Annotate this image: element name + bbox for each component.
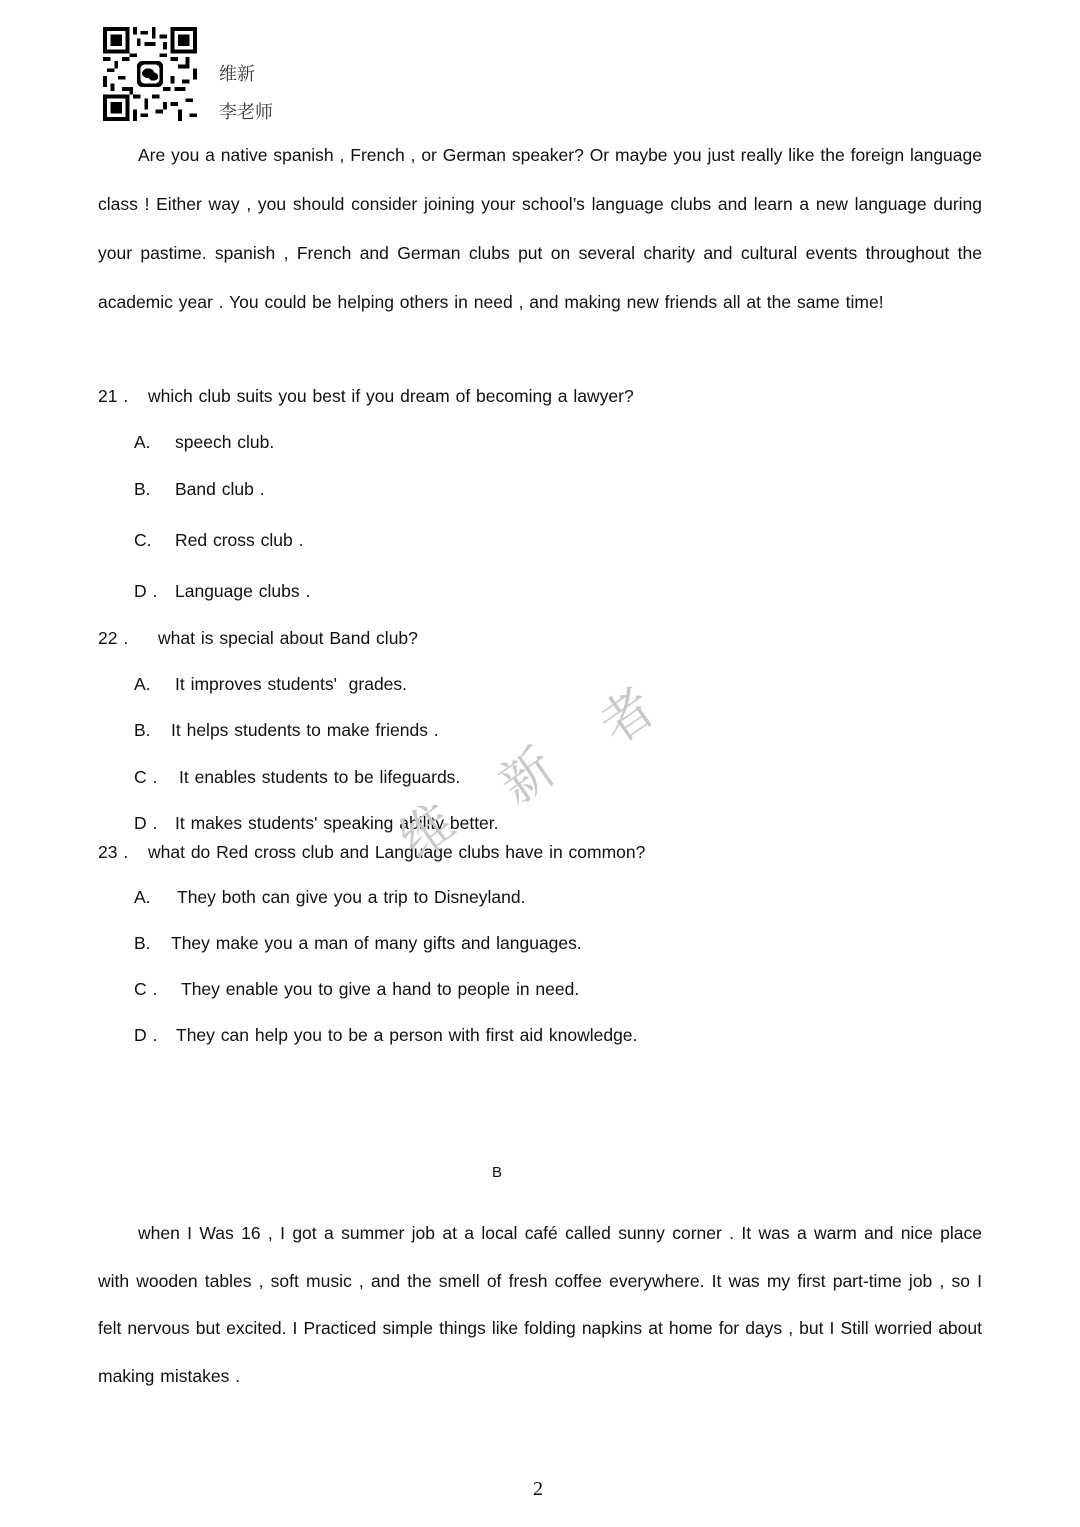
option-text: It enables students to be lifeguards.	[179, 767, 461, 787]
option-22-d	[134, 813, 499, 834]
question-stem: what do Red cross club and Language clubs have in common?	[148, 842, 646, 862]
option-letter: A.	[134, 674, 151, 694]
option-22-b	[134, 720, 439, 741]
question-21	[98, 386, 634, 407]
passage-a-paragraph: Are you a native spanish , French , or German speaker? Or maybe you just really like the foreign language class ! Either way , you should consider joining your school’s language clubs and learn a new language during your pastime. spanish , French and German clubs put on several charity and cultural events throughout the academic year . You could be helping others in need , and making new friends all at the same time!	[98, 145, 982, 312]
question-23	[98, 842, 645, 863]
option-text: It helps students to make friends .	[171, 720, 439, 740]
option-text: They make you a man of many gifts and languages.	[171, 933, 582, 953]
passage-b-paragraph: when I Was 16 , I got a summer job at a local café called sunny corner . It was a warm and nice place with wooden tables , soft music , and the smell of fresh coffee everywhere. It was my first part-time job , so I felt nervous but excited. I Practiced simple things like folding napkins at home for days , but I Still worried about making mistakes .	[98, 1223, 982, 1386]
option-21-d	[134, 581, 310, 602]
option-text: Band club .	[175, 479, 265, 499]
option-text: It makes students' speaking ability better.	[175, 813, 499, 833]
section-b-label: B	[492, 1164, 503, 1181]
option-text: speech club.	[175, 432, 275, 452]
option-21-c	[134, 530, 303, 551]
question-number: 22 .	[98, 628, 129, 648]
option-letter: D .	[134, 581, 158, 601]
option-22-c	[134, 767, 460, 788]
option-21-b	[134, 479, 265, 500]
question-number: 23 .	[98, 842, 129, 862]
option-letter: D .	[134, 813, 158, 833]
question-stem: which club suits you best if you dream of becoming a lawyer?	[148, 386, 634, 406]
option-text: They enable you to give a hand to people in need.	[181, 979, 580, 999]
question-stem: what is special about Band club?	[158, 628, 418, 648]
option-letter: D .	[134, 1025, 158, 1045]
option-letter: B.	[134, 933, 151, 953]
option-23-a	[134, 887, 525, 908]
watermark-char: 者	[589, 677, 667, 757]
option-text: It improves students' grades.	[175, 674, 408, 694]
option-letter: C .	[134, 767, 158, 787]
option-23-d	[134, 1025, 637, 1046]
brand-teacher: 李老师	[219, 102, 273, 123]
option-21-a	[134, 432, 274, 453]
option-letter: A.	[134, 887, 151, 907]
question-number: 21 .	[98, 386, 129, 406]
option-text: They both can give you a trip to Disneyland.	[177, 887, 526, 907]
option-letter: C .	[134, 979, 158, 999]
option-letter: C.	[134, 530, 152, 550]
option-letter: A.	[134, 432, 151, 452]
question-22	[98, 628, 418, 649]
watermark-char: 新	[489, 737, 567, 817]
option-letter: B.	[134, 720, 151, 740]
watermark-char: 维	[389, 792, 467, 872]
option-text: Red cross club .	[175, 530, 304, 550]
brand-name: 维新	[219, 64, 255, 85]
option-text: They can help you to be a person with first aid knowledge.	[176, 1025, 638, 1045]
option-text: Language clubs .	[175, 581, 311, 601]
qr-code-image	[103, 27, 197, 121]
option-22-a	[134, 674, 407, 695]
option-23-c	[134, 979, 579, 1000]
page-number: 2	[533, 1478, 543, 1500]
option-23-b	[134, 933, 582, 954]
option-letter: B.	[134, 479, 151, 499]
